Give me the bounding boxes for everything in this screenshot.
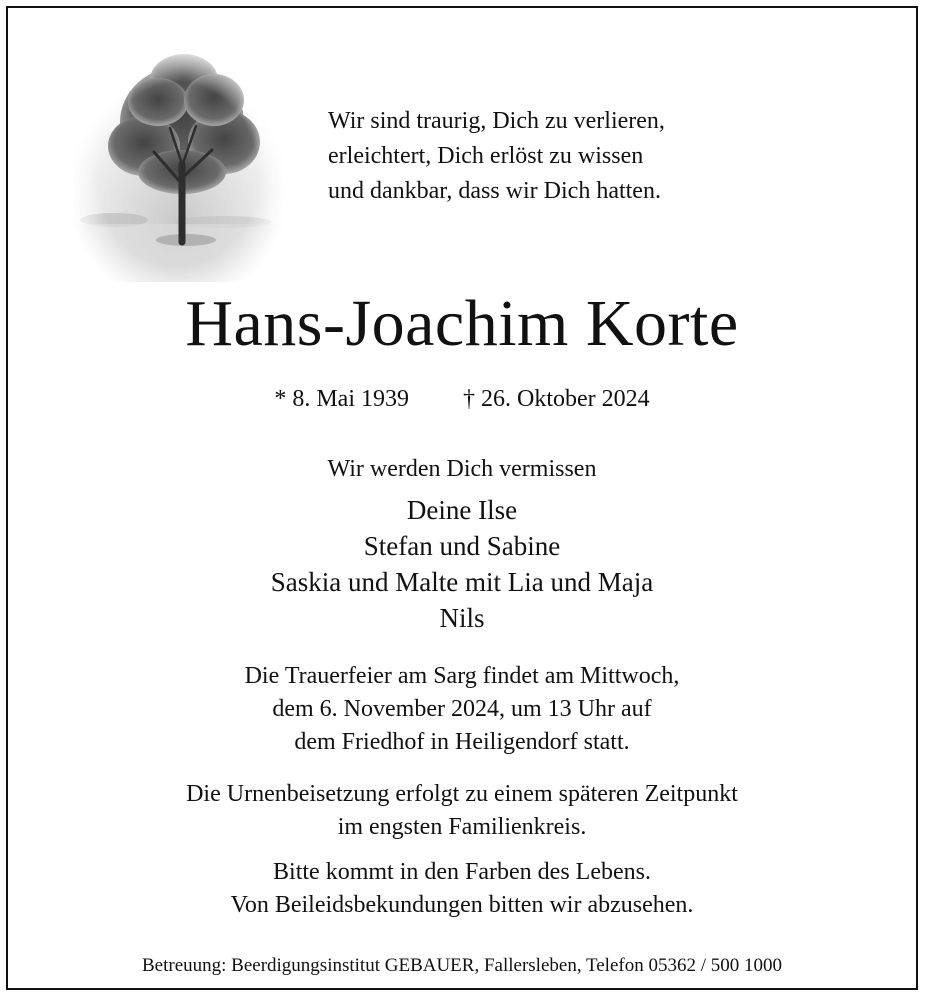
birth-date: * 8. Mai 1939	[274, 386, 409, 412]
closing-request	[8, 856, 916, 922]
urn-line: Die Urnenbeisetzung erfolgt zu einem späteren Zeitpunkt	[186, 781, 738, 807]
ceremony-info	[8, 660, 916, 759]
poem-line: und dankbar, dass wir Dich hatten.	[328, 178, 661, 204]
urn-line: im engsten Familienkreis.	[337, 814, 587, 840]
family-member: Stefan und Sabine	[363, 531, 561, 561]
closing-line: Von Beileidsbekundungen bitten wir abzusehen.	[230, 892, 694, 918]
family-member: Deine Ilse	[406, 495, 518, 525]
miss-line: Wir werden Dich vermissen	[327, 456, 597, 482]
family-member: Saskia und Malte mit Lia und Maja	[270, 567, 654, 597]
poem-verse	[328, 104, 665, 209]
deceased-name: Hans-Joachim Korte	[185, 287, 739, 360]
poem-line: Wir sind traurig, Dich zu verlieren,	[328, 108, 665, 134]
life-dates	[8, 384, 916, 414]
poem-line: erleichtert, Dich erlöst zu wissen	[328, 143, 644, 169]
tree-in-fog-image	[74, 44, 282, 282]
death-notice	[6, 6, 918, 990]
ceremony-line: dem Friedhof in Heiligendorf statt.	[294, 729, 630, 755]
death-date: † 26. Oktober 2024	[463, 386, 650, 412]
ceremony-line: Die Trauerfeier am Sarg findet am Mittwoch,	[244, 663, 680, 689]
funeral-home-footer: Betreuung: Beerdigungsinstitut GEBAUER, Fallersleben, Telefon 05362 / 500 1000	[141, 955, 783, 976]
urn-info	[8, 778, 916, 844]
ceremony-line: dem 6. November 2024, um 13 Uhr auf	[272, 696, 652, 722]
family-list	[8, 492, 916, 636]
family-member: Nils	[439, 603, 485, 633]
closing-line: Bitte kommt in den Farben des Lebens.	[273, 859, 651, 885]
